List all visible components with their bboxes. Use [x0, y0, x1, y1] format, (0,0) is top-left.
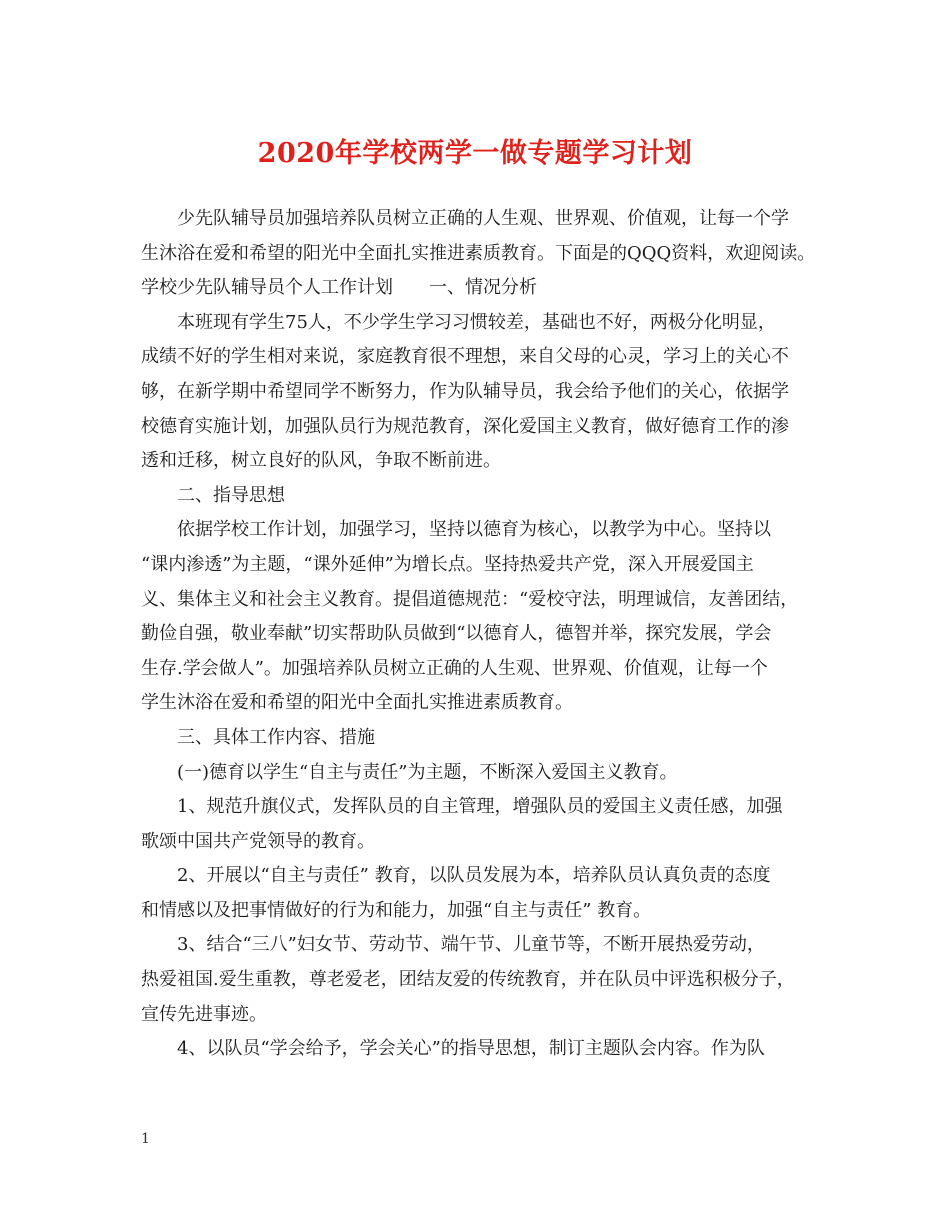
text-line: 够，在新学期中希望同学不断努力，作为队辅导员，我会给予他们的关心，依据学: [141, 380, 789, 402]
text-line: 校德育实施计划，加强队员行为规范教育，深化爱国主义教育，做好德育工作的渗: [141, 415, 789, 437]
text-line: 宣传先进事迹。: [141, 1003, 267, 1025]
page-number: 1: [141, 1131, 150, 1147]
text-line: 生存.学会做人”。加强培养队员树立正确的人生观、世界观、价值观，让每一个: [141, 657, 768, 679]
text-line: “课内渗透”为主题，“课外延伸”为增长点。坚持热爱共产党，深入开展爱国主: [141, 553, 754, 575]
text-line: 3、结合“三八”妇女节、劳动节、端午节、儿童节等，不断开展热爱劳动，: [177, 934, 765, 956]
text-line: 学校少先队辅导员个人工作计划 一、情况分析: [141, 277, 537, 299]
text-line: 学生沐浴在爱和希望的阳光中全面扎实推进素质教育。: [141, 692, 573, 714]
text-line: 透和迁移，树立良好的队风，争取不断前进。: [141, 450, 501, 472]
text-line: 生沐浴在爱和希望的阳光中全面扎实推进素质教育。下面是的QQQ资料，欢迎阅读。: [141, 242, 816, 264]
text-line: 4、以队员“学会给予，学会关心”的指导思想，制订主题队会内容。作为队: [177, 1038, 765, 1060]
document-body: [141, 202, 821, 1067]
text-line: 二、指导思想: [177, 484, 285, 506]
text-line: 热爱祖国.爱生重教，尊老爱老，团结友爱的传统教育，并在队员中评选积极分子，: [141, 969, 795, 991]
text-line: 2、开展以“自主与责任” 教育，以队员发展为本，培养队员认真负责的态度: [177, 865, 771, 887]
text-line: 和情感以及把事情做好的行为和能力，加强“自主与责任” 教育。: [141, 899, 652, 921]
text-line: 勤俭自强，敬业奉献”切实帮助队员做到“以德育人，德智并举，探究发展，学会: [141, 623, 772, 645]
document-title: 2020年学校两学一做专题学习计划: [257, 138, 693, 169]
text-line: (一)德育以学生“自主与责任”为主题，不断深入爱国主义教育。: [177, 761, 678, 783]
text-line: 三、具体工作内容、措施: [177, 726, 375, 748]
text-line: 歌颂中国共产党领导的教育。: [141, 830, 375, 852]
text-line: 成绩不好的学生相对来说，家庭教育很不理想，来自父母的心灵，学习上的关心不: [141, 346, 789, 368]
text-line: 依据学校工作计划，加强学习，坚持以德育为核心，以教学为中心。坚持以: [177, 519, 771, 541]
text-line: 1、规范升旗仪式，发挥队员的自主管理，增强队员的爱国主义责任感，加强: [177, 796, 783, 818]
text-line: 义、集体主义和社会主义教育。提倡道德规范：“爱校守法，明理诚信，友善团结，: [141, 588, 799, 610]
text-line: 本班现有学生75人，不少学生学习习惯较差，基础也不好，两极分化明显，: [177, 311, 776, 333]
text-line: 少先队辅导员加强培养队员树立正确的人生观、世界观、价值观，让每一个学: [177, 208, 789, 229]
